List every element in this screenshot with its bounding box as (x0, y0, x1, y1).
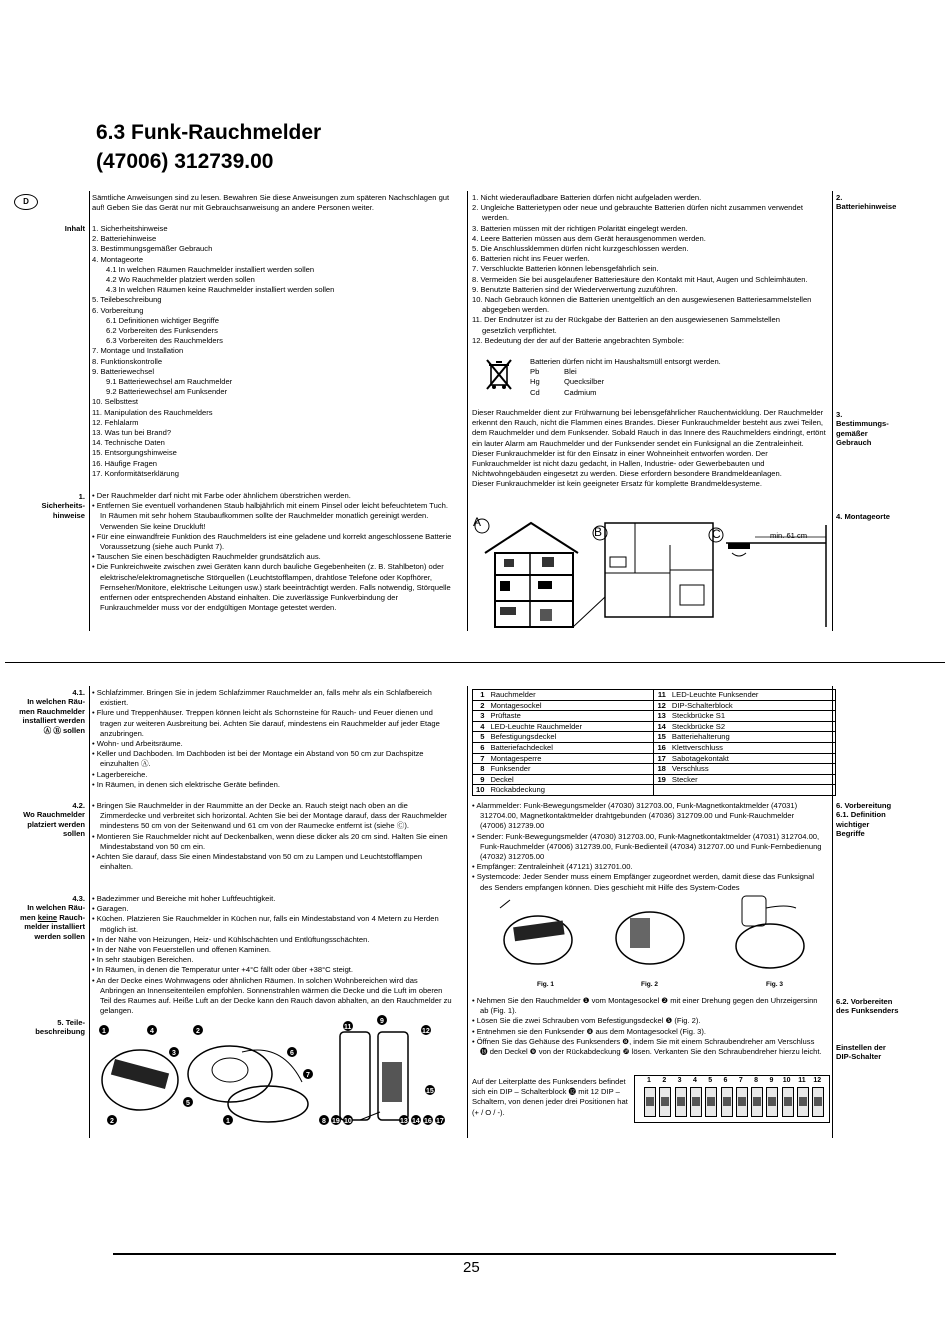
part-number: 18 (654, 764, 669, 775)
table-row (473, 711, 836, 722)
dip-switch[interactable] (766, 1087, 778, 1117)
part-number: 2 (473, 700, 488, 711)
table-row (473, 753, 836, 764)
list-item: • In der Nähe von Heizungen, Heiz- und Kühlschächten und Entlüftungsschächten. (92, 934, 370, 944)
list-item: • Küchen. Platzieren Sie Rauchmelder in Küchen nur, falls ein Mindestabstand von 4 Metern zu Herden möglich ist. (92, 914, 439, 934)
toc-item: 7. Montage und Installation (92, 346, 184, 356)
list-item: • Schlafzimmer. Bringen Sie in jedem Schlafzimmer Rauchmelder an, falls mehr als ein Schlafbereich existiert. (92, 688, 432, 708)
part-number: 8 (473, 764, 488, 775)
list-item: • Öffnen Sie das Gehäuse des Funksenders ❽, indem Sie mit einem Schraubendreher am Verschluss ⓲ den Deckel ❾ von der Rückabdeckung ❿ lösen. Verkanten Sie den Schraubendreher hierzu leicht. (472, 1036, 822, 1057)
list-item: 11. Der Endnutzer ist zu der Rückgabe der Batterien an den ausgewiesenen Sammelstellen gesetzlich verpflichtet. (472, 315, 781, 335)
label-6: 6. Vorbereitung 6.1. Definition wichtiger Begriffe (836, 801, 892, 839)
part-name: Klettverschluss (669, 742, 836, 753)
list-item: • Bringen Sie Rauchmelder in der Raummitte an der Decke an. Rauch steigt nach oben an die Zimmerdecke und verbreitet sich horizontal. Achten Sie bei der Montage darauf, dass der Rauchmelder mindestens 50 cm von der Seitenwand und 61 cm von der Raumecke entfernt ist (siehe Ⓒ). (92, 801, 447, 831)
part-name: Montagesperre (487, 753, 654, 764)
dip-number: 11 (798, 1077, 806, 1084)
part-number: 6 (473, 742, 488, 753)
column-rule (89, 191, 90, 631)
definitions-list (472, 801, 822, 893)
toc-item: 9.1 Batteriewechsel am Rauchmelder (106, 377, 233, 387)
toc-item: 15. Entsorgungshinweise (92, 448, 177, 458)
dip-number: 5 (708, 1077, 713, 1084)
svg-text:8: 8 (322, 1118, 326, 1125)
list-item: 7. Verschluckte Batterien können lebensgefährlich sein. (472, 264, 659, 274)
toc-item: 9. Batteriewechsel (92, 366, 155, 376)
list-item: • Entnehmen sie den Funksender ❽ aus dem Montagesockel (Fig. 3). (472, 1026, 707, 1036)
dip-switch-knob (723, 1097, 731, 1106)
list-item: • Keller und Dachboden. Im Dachboden ist bei der Montage ein Abstand von 50 cm zur Dachspitze einzuhalten Ⓐ. (92, 749, 424, 769)
list-item: 4. Leere Batterien müssen aus dem Gerät herausgenommen werden. (472, 233, 706, 243)
battery-list (472, 193, 812, 346)
title-line-2: (47006) 312739.00 (96, 150, 274, 173)
svg-text:5: 5 (186, 1100, 190, 1107)
title-line-1: 6.3 Funk-Rauchmelder (96, 121, 322, 144)
label-4-1: 4.1. In welchen Räu- men Rauchmelder installiert werden Ⓐ Ⓑ sollen (19, 688, 85, 735)
dip-switch-knob (814, 1097, 822, 1106)
dip-switch[interactable] (721, 1087, 733, 1117)
toc-item: 3. Bestimmungsgemäßer Gebrauch (92, 244, 213, 254)
figure-c-label: C (712, 527, 721, 541)
fig-3-label: Fig. 3 (766, 981, 783, 988)
label-inhalt: Inhalt (64, 224, 85, 233)
dip-switch-knob (661, 1097, 669, 1106)
list-item: 10. Nach Gebrauch können die Batterien unentgeltlich an den ausgewiesenen Batteriesammelstellen abgegeben werden. (472, 295, 812, 315)
footer-rule (113, 1253, 836, 1255)
list-item: • Für eine einwandfreie Funktion des Rauchmelders ist eine geladene und korrekt angeschlossene Batterie Voraussetzung (siehe auch Punkt 7). (92, 531, 452, 552)
part-name: Sabotagekontakt (669, 753, 836, 764)
svg-text:2: 2 (196, 1028, 200, 1035)
dip-number: 8 (754, 1077, 759, 1084)
toc-item: 14. Technische Daten (92, 438, 165, 448)
part-name: Steckbrücke S2 (669, 721, 836, 732)
list-item: • In sehr staubigen Bereichen. (92, 955, 194, 965)
battery-symbol-row (530, 388, 790, 398)
symbol-code: Hg (530, 377, 540, 387)
toc-item: 6. Vorbereitung (92, 305, 144, 315)
svg-text:2: 2 (110, 1118, 114, 1125)
dip-switch-knob (692, 1097, 700, 1106)
part-number: 13 (654, 711, 669, 722)
part-number: 3 (473, 711, 488, 722)
svg-text:16: 16 (424, 1118, 432, 1125)
table-of-contents (92, 224, 462, 479)
dip-switch[interactable] (705, 1087, 717, 1117)
svg-text:12: 12 (422, 1028, 430, 1035)
battery-symbol-row (530, 377, 790, 387)
toc-item: 5. Teilebeschreibung (92, 295, 162, 305)
list-item: • In Räumen, in denen sich elektrische Geräte befinden. (92, 779, 280, 789)
dip-switch-knob (738, 1097, 746, 1106)
list-item: • Wohn- und Arbeitsräume. (92, 739, 183, 749)
fig-2-label: Fig. 2 (641, 981, 658, 988)
list-item: • Garagen. (92, 904, 129, 914)
part-name: Rückabdeckung (487, 785, 654, 796)
list-item: • Nehmen Sie den Rauchmelder ❶ vom Montagesockel ❷ mit einer Drehung gegen den Uhrzeigersinn ab (Fig. 1). (472, 996, 818, 1016)
part-name: Funksender (487, 764, 654, 775)
list-item: • Die Funkreichweite zwischen zwei Geräten kann durch bauliche Gegebenheiten (z. B. Stahlbeton) oder elektrische/elektromagnetische Störquellen (Leuchtstofflampen, drahtlose Telefone oder Kopfhörer, Fernseher/Monitore, elektrische Leitungen usw.) stark beeinträchtigt werden. Falls notwendig, Störquelle entfernen oder entsprechenden Abstand einhalten. Die zuverlässige Funkverbindung der Funkrauchmelder muss vor der endgültigen Montage getestet werden. (92, 562, 451, 613)
part-number: 12 (654, 700, 669, 711)
part-name: Befestigungsdeckel (487, 732, 654, 743)
label-montageorte: 4. Montageorte (836, 512, 891, 521)
toc-item: 1. Sicherheitshinweise (92, 224, 168, 233)
list-item: • Achten Sie darauf, dass Sie einen Mindestabstand von 50 cm zu Lampen und Leuchtstofflampen einhalten. (92, 852, 423, 872)
part-name: Montagesockel (487, 700, 654, 711)
label-sicherheit: 1. Sicherheits- hinweise (41, 492, 85, 520)
label-4-2: 4.2. Wo Rauchmelder platziert werden sollen (23, 801, 85, 839)
symbol-code: Pb (530, 367, 540, 377)
label-4-3 (6, 894, 85, 941)
list-item: 9. Benutzte Batterien sind der Wiederverwertung zuzuführen. (472, 284, 678, 294)
part-number: 15 (654, 732, 669, 743)
part-number: 9 (473, 774, 488, 785)
list-4-3 (92, 894, 452, 1016)
figure-a-house (475, 519, 605, 627)
toc-item: 13. Was tun bei Brand? (92, 428, 172, 438)
language-badge: D (14, 194, 38, 210)
dip-switch[interactable] (751, 1087, 763, 1117)
part-number: 10 (473, 785, 488, 796)
part-name (669, 785, 836, 796)
page-title (96, 118, 321, 176)
intro-text: Sämtliche Anweisungen sind zu lesen. Bewahren Sie diese Anweisungen zum späteren Nachschlagen gut auf! Geben Sie das Gerät nur mit Gebrauchsanweisung an andere Personen weiter. (92, 193, 450, 213)
battery-symbol-head: Batterien dürfen nicht im Haushaltsmüll entsorgt werden. (530, 357, 721, 366)
symbol-code: Cd (530, 387, 540, 397)
symbol-meaning: Blei (564, 367, 577, 377)
table-row (473, 742, 836, 753)
battery-symbols (530, 357, 790, 398)
label-6-2: 6.2. Vorbereiten des Funksenders (836, 997, 899, 1016)
label-5: 5. Teile- beschreibung (35, 1018, 85, 1037)
part-number: 17 (654, 753, 669, 764)
safety-list (92, 491, 452, 613)
dip-switch[interactable] (675, 1087, 687, 1117)
toc-item: 11. Manipulation des Rauchmelders (92, 407, 213, 417)
label-4-3-keine: keine (37, 912, 58, 922)
dip-switch-knob (799, 1097, 807, 1106)
list-item: 2. Ungleiche Batterietypen oder neue und gebrauchte Batterien dürfen nicht zusammen verwendet werden. (472, 203, 803, 223)
toc-item: 9.2 Batteriewechsel am Funksender (106, 387, 228, 397)
list-item: 5. Die Anschlussklemmen dürfen nicht kurzgeschlossen werden. (472, 244, 689, 254)
part-name: Prüftaste (487, 711, 654, 722)
toc-item: 2. Batteriehinweise (92, 234, 157, 244)
svg-text:19: 19 (332, 1118, 340, 1125)
dip-switch-knob (784, 1097, 792, 1106)
crossed-bin-icon (484, 357, 514, 391)
list-item: • Lagerbereiche. (92, 769, 148, 779)
svg-text:4: 4 (150, 1028, 154, 1035)
part-number: 4 (473, 721, 488, 732)
svg-text:14: 14 (412, 1118, 420, 1125)
dip-switch[interactable] (797, 1087, 809, 1117)
svg-text:3: 3 (172, 1050, 176, 1057)
svg-text:1: 1 (102, 1028, 106, 1035)
dip-number: 2 (662, 1077, 667, 1084)
part-number (654, 785, 669, 796)
toc-item: 6.3 Vorbereiten des Rauchmelders (106, 336, 223, 346)
dip-switch[interactable] (644, 1087, 656, 1117)
list-item: • Badezimmer und Bereiche mit hoher Luftfeuchtigkeit. (92, 894, 276, 903)
list-item: 1. Nicht wiederaufladbare Batterien dürfen nicht aufgeladen werden. (472, 193, 702, 202)
column-rule (832, 191, 833, 631)
list-item: 8. Vermeiden Sie bei ausgelaufener Batteriesäure den Kontakt mit Haut, Augen und Schleimhäuten. (472, 274, 808, 284)
toc-item: 6.1 Definitionen wichtiger Begriffe (106, 315, 219, 325)
page-number: 25 (463, 1259, 480, 1276)
parts-table (472, 689, 836, 796)
svg-text:10: 10 (344, 1118, 352, 1125)
label-4-3-a: 4.3. In welchen Räu- men (19, 894, 85, 922)
symbol-meaning: Quecksilber (564, 377, 605, 387)
toc-item: 6.2 Vorbereiten des Funksenders (106, 326, 218, 336)
part-name: DIP-Schalterblock (669, 700, 836, 711)
dip-switch[interactable] (812, 1087, 824, 1117)
list-item: • Systemcode: Jeder Sender muss einem Empfänger zugeordnet werden, damit diese das Funksignal des Senders empfangen können. Dies geschieht mit Hilfe des System-Codes (472, 872, 815, 892)
dip-text: Auf der Leiterplatte des Funksenders befindet sich ein DIP – Schalterblock ⓬ mit 12 DIP – Schaltern, von denen jeder drei Positionen hat (+ / O / -). (472, 1077, 628, 1117)
svg-text:9: 9 (380, 1018, 384, 1025)
table-row (473, 721, 836, 732)
dip-number: 4 (692, 1077, 697, 1084)
dip-switch[interactable] (736, 1087, 748, 1117)
label-bestimmung: 3. Bestimmungs- gemäßer Gebrauch (836, 410, 889, 448)
toc-item: 12. Fehlalarm (92, 417, 139, 427)
column-rule (467, 686, 468, 1138)
list-item: • Flure und Treppenhäuser. Treppen können leicht als Schornsteine für Rauch- und Feuer dienen und tragen zur weiteren Ausbreitung bei. Achten Sie darauf, mindestens ein Rauchmelder auf jeder Etage anzubringen. (92, 708, 440, 738)
part-number: 5 (473, 732, 488, 743)
dip-number: 10 (782, 1077, 791, 1084)
dip-number: 1 (647, 1077, 651, 1084)
list-4-2 (92, 801, 452, 872)
prep-list (472, 996, 822, 1057)
label-batterie: 2. Batteriehinweise (836, 193, 897, 212)
part-name: Deckel (487, 774, 654, 785)
dip-switch-knob (707, 1097, 715, 1106)
svg-text:6: 6 (290, 1050, 294, 1057)
toc-item: 8. Funktionskontrolle (92, 356, 163, 366)
parts-figure (90, 1012, 450, 1130)
list-item: • Empfänger: Zentraleinheit (47121) 312701.00. (472, 862, 633, 872)
dip-switch-knob (753, 1097, 761, 1106)
part-number: 16 (654, 742, 669, 753)
section-separator (5, 662, 945, 663)
list-item: • Der Rauchmelder darf nicht mit Farbe oder ähnlichem überstrichen werden. (92, 491, 351, 500)
list-item: • In Räumen, in denen die Temperatur unter +4°C fällt oder über +38°C steigt. (92, 965, 354, 975)
dip-switch[interactable] (782, 1087, 794, 1117)
distance-label: min. 61 cm (770, 531, 808, 540)
list-item: • Alarmmelder: Funk-Bewegungsmelder (47030) 312703.00, Funk-Magnetkontaktmelder (47031) 312704.00, Magnetkontaktmelder drahtgebunden (47036) 312709.00 und Funk-Rauchmelder (47006) 312739.00 (472, 801, 798, 831)
dip-switch[interactable] (659, 1087, 671, 1117)
toc-item: 16. Häufige Fragen (92, 458, 158, 468)
table-row (473, 690, 836, 701)
part-name: Rauchmelder (487, 690, 654, 701)
part-number: 14 (654, 721, 669, 732)
svg-text:11: 11 (344, 1024, 352, 1031)
part-name: LED-Leuchte Rauchmelder (487, 721, 654, 732)
label-dip: Einstellen der DIP-Schalter (836, 1043, 886, 1062)
toc-item: 17. Konformitätserklärung (92, 468, 179, 478)
table-row (473, 700, 836, 711)
part-number: 7 (473, 753, 488, 764)
dip-switch[interactable] (690, 1087, 702, 1117)
fig-1-label: Fig. 1 (537, 981, 554, 988)
list-item: • Tauschen Sie einen beschädigten Rauchmelder grundsätzlich aus. (92, 552, 321, 562)
part-name: Batteriehalterung (669, 732, 836, 743)
table-row (473, 774, 836, 785)
table-row (473, 764, 836, 775)
list-item: • An der Decke eines Wohnwagens oder ähnlichen Räumen. In solchen Wohnbereichen wird das Anbringen an Innenseitenteilen empfohlen. Sonnenstrahlen wärmen die Decke und die Luft im oberen Teil des Raumes auf. Heiße Luft an der Decke kann den Rauch davon abhalten, an den Rauchmelder zu gelangen. (92, 975, 452, 1016)
toc-item: 4.1 In welchen Räumen Rauchmelder installiert werden sollen (106, 264, 315, 274)
dip-number: 3 (677, 1077, 682, 1084)
list-item: • Entfernen Sie eventuell vorhandenen Staub halbjährlich mit einem Pinsel oder leicht befeuchtetem Tuch. In Räumen mit sehr hohem Staubaufkommen sollte der Rauchmelder monatlich gereinigt werden. Verwenden Sie keine Druckluft! (92, 501, 448, 531)
svg-text:15: 15 (426, 1088, 434, 1095)
list-item: • Montieren Sie Rauchmelder nicht auf Deckenbalken, wenn diese dicker als 20 cm sind. Halten Sie einen Mindestabstand von 50 cm ein. (92, 831, 448, 851)
svg-text:1: 1 (226, 1118, 230, 1125)
part-name: Steckbrücke S1 (669, 711, 836, 722)
toc-item: 4.3 In welchen Räumen keine Rauchmelder installiert werden sollen (106, 285, 335, 295)
toc-item: 4. Montageorte (92, 254, 144, 264)
list-item: • Sender: Funk-Bewegungsmelder (47030) 312703.00, Funk-Magnetkontaktmelder (47031) 312704.00, Funk-Rauchmelder (47006) 312739.00, Funk-Bedienteil (47034) 312707.00 und Funk-Fernbedienung (47032) 312705.00 (472, 831, 822, 862)
svg-text:7: 7 (306, 1072, 310, 1079)
dip-switch-knob (677, 1097, 685, 1106)
usage-text: Dieser Rauchmelder dient zur Frühwarnung bei lebensgefährlicher Rauchentwicklung. Der Rauchmelder erkennt den Rauch, nicht die Flammen eines Brandes. Dieser Funkrauchmelder besteht aus zwei Teilen, dem Rauchmelder und dem Funksender. Sobald Rauch in das Innere des Rauchmelders eindringt, ertönt ein lauter Alarm am Rauchmelder und der Funksender sendet ein Funksignal an die Zentraleinheit. Dieser Funkrauchmelder ist für den Einsatz in einer Wohneinheit entworfen worden. Der Funkrauchmelder ist nicht dazu gedacht, in Hallen, Industrie- oder Gewerbebauten und Nichtwohngebäuden eingesetzt zu werden. Diese erfordern besondere Brandmeldeanlagen. Dieser Funkrauchmelder ist kein geeigneter Ersatz für komplette Brandmeldesysteme. (472, 408, 826, 489)
part-number: 1 (473, 690, 488, 701)
battery-symbol-row (530, 367, 790, 377)
dip-switch-knob (646, 1097, 654, 1106)
dip-number: 9 (769, 1077, 774, 1084)
figure-b-floorplan (593, 523, 713, 617)
list-item: 6. Batterien nicht ins Feuer werfen. (472, 254, 590, 264)
list-item: • In der Nähe von Feuerstellen und offenen Kaminen. (92, 945, 271, 955)
figure-c-ceiling (709, 525, 826, 627)
dip-switch-block (634, 1075, 830, 1123)
svg-text:13: 13 (400, 1118, 408, 1125)
part-name: Stecker (669, 774, 836, 785)
label-4-3-c: Rauch- melder installiert werden sollen (24, 912, 85, 941)
table-row (473, 785, 836, 796)
list-4-1 (92, 688, 452, 790)
figure-b-label: B (594, 525, 603, 539)
svg-text:17: 17 (436, 1118, 444, 1125)
figure-a-label: A (473, 515, 482, 529)
figures-1-3 (480, 888, 820, 980)
part-name: Verschluss (669, 764, 836, 775)
toc-item: 4.2 Wo Rauchmelder platziert werden sollen (106, 275, 255, 285)
dip-number: 6 (723, 1077, 728, 1084)
dip-number: 12 (813, 1077, 822, 1084)
symbol-meaning: Cadmium (564, 387, 597, 397)
part-number: 11 (654, 690, 669, 701)
part-name: Batteriefachdeckel (487, 742, 654, 753)
list-item: • Lösen Sie die zwei Schrauben vom Befestigungsdeckel ❺ (Fig. 2). (472, 1016, 701, 1026)
table-row (473, 732, 836, 743)
dip-number: 7 (738, 1077, 743, 1084)
part-name: LED-Leuchte Funksender (669, 690, 836, 701)
part-number: 19 (654, 774, 669, 785)
column-rule (467, 191, 468, 631)
list-item: 12. Bedeutung der der auf der Batterie angebrachten Symbole: (472, 335, 684, 345)
toc-item: 10. Selbsttest (92, 397, 139, 407)
dip-switch-knob (768, 1097, 776, 1106)
list-item: 3. Batterien müssen mit der richtigen Polarität eingelegt werden. (472, 223, 688, 233)
